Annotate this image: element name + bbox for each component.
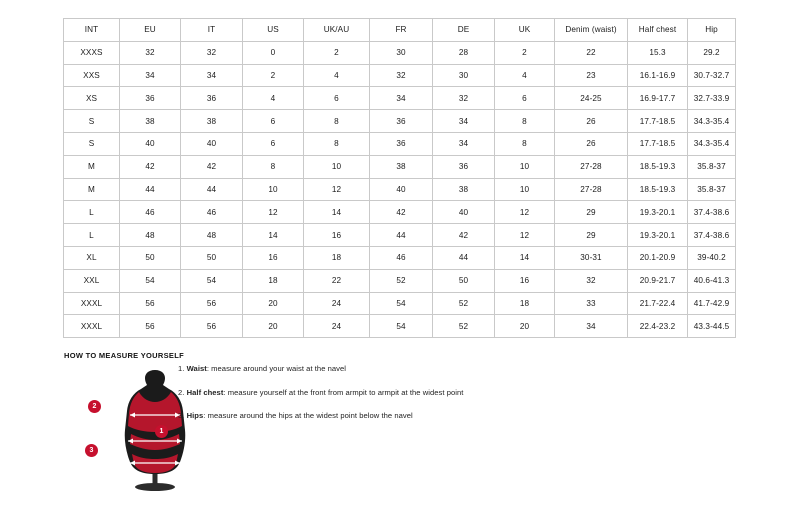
- table-cell: 10: [304, 155, 370, 178]
- table-cell: 29: [555, 201, 628, 224]
- table-cell: 41.7-42.9: [688, 292, 736, 315]
- table-cell: 12: [495, 224, 555, 247]
- table-cell: S: [64, 110, 120, 133]
- table-cell: 40: [181, 132, 243, 155]
- table-cell: 6: [495, 87, 555, 110]
- table-cell: 8: [243, 155, 304, 178]
- table-cell: 34: [433, 132, 495, 155]
- table-cell: 44: [433, 246, 495, 269]
- table-cell: 18.5-19.3: [628, 155, 688, 178]
- table-cell: 22.4-23.2: [628, 315, 688, 338]
- table-cell: 10: [243, 178, 304, 201]
- table-cell: 36: [433, 155, 495, 178]
- instruction-number: 3.: [178, 411, 185, 420]
- table-cell: 52: [370, 269, 433, 292]
- table-column-header: Denim (waist): [555, 19, 628, 42]
- table-cell: 34: [555, 315, 628, 338]
- table-column-header: INT: [64, 19, 120, 42]
- table-cell: 10: [495, 178, 555, 201]
- table-cell: 36: [370, 132, 433, 155]
- table-cell: 50: [181, 246, 243, 269]
- how-to-measure-title: HOW TO MEASURE YOURSELF: [64, 351, 184, 360]
- table-column-header: UK: [495, 19, 555, 42]
- table-row: [64, 41, 736, 64]
- table-cell: 22: [304, 269, 370, 292]
- table-cell: 0: [243, 41, 304, 64]
- table-cell: 36: [181, 87, 243, 110]
- table-cell: 56: [120, 292, 181, 315]
- measure-instruction-item: [178, 387, 598, 398]
- table-cell: XS: [64, 87, 120, 110]
- table-cell: 24: [304, 315, 370, 338]
- table-cell: 2: [304, 41, 370, 64]
- table-cell: 19.3-20.1: [628, 224, 688, 247]
- table-cell: 54: [370, 292, 433, 315]
- table-cell: 6: [304, 87, 370, 110]
- table-cell: 43.3-44.5: [688, 315, 736, 338]
- instruction-number: 1.: [178, 364, 185, 373]
- table-cell: 44: [370, 224, 433, 247]
- table-cell: 38: [181, 110, 243, 133]
- table-cell: 17.7-18.5: [628, 132, 688, 155]
- table-cell: 12: [304, 178, 370, 201]
- table-cell: 52: [433, 292, 495, 315]
- table-cell: 34: [370, 87, 433, 110]
- table-cell: XXXL: [64, 292, 120, 315]
- table-cell: 42: [120, 155, 181, 178]
- table-cell: 44: [181, 178, 243, 201]
- table-cell: 18: [304, 246, 370, 269]
- table-cell: 54: [120, 269, 181, 292]
- table-column-header: UK/AU: [304, 19, 370, 42]
- marker-hips: 3: [85, 444, 98, 457]
- table-cell: 32: [370, 64, 433, 87]
- table-cell: 30-31: [555, 246, 628, 269]
- instruction-term: Hips: [186, 411, 204, 420]
- table-row: [64, 155, 736, 178]
- table-cell: 16: [495, 269, 555, 292]
- table-cell: 38: [120, 110, 181, 133]
- table-cell: 26: [555, 132, 628, 155]
- table-cell: 30: [370, 41, 433, 64]
- table-cell: 16.9-17.7: [628, 87, 688, 110]
- table-cell: 30: [433, 64, 495, 87]
- instruction-text: : measure yourself at the front from armpit to armpit at the widest point: [223, 387, 464, 397]
- table-cell: 52: [433, 315, 495, 338]
- table-cell: 36: [370, 110, 433, 133]
- instruction-number: 2.: [178, 387, 185, 397]
- table-cell: M: [64, 155, 120, 178]
- table-cell: 38: [370, 155, 433, 178]
- table-row: [64, 110, 736, 133]
- table-cell: 28: [433, 41, 495, 64]
- table-row: [64, 64, 736, 87]
- table-cell: 42: [181, 155, 243, 178]
- table-cell: 38: [433, 178, 495, 201]
- table-cell: 16: [304, 224, 370, 247]
- table-cell: 16.1-16.9: [628, 64, 688, 87]
- table-cell: 20: [495, 315, 555, 338]
- table-cell: 34.3-35.4: [688, 110, 736, 133]
- table-cell: 22: [555, 41, 628, 64]
- table-cell: 4: [243, 87, 304, 110]
- table-cell: 27-28: [555, 178, 628, 201]
- table-column-header: DE: [433, 19, 495, 42]
- table-cell: 26: [555, 110, 628, 133]
- table-cell: S: [64, 132, 120, 155]
- table-cell: XXXL: [64, 315, 120, 338]
- table-row: [64, 224, 736, 247]
- table-cell: 29.2: [688, 41, 736, 64]
- size-chart-table: [63, 18, 736, 338]
- marker-waist: 1: [155, 425, 168, 438]
- table-cell: 16: [243, 246, 304, 269]
- table-cell: 10: [495, 155, 555, 178]
- table-cell: 34: [433, 110, 495, 133]
- table-header-row: [64, 19, 736, 42]
- table-cell: 14: [304, 201, 370, 224]
- table-cell: 50: [433, 269, 495, 292]
- table-cell: L: [64, 201, 120, 224]
- table-cell: 18: [495, 292, 555, 315]
- table-cell: 2: [495, 41, 555, 64]
- table-cell: 42: [433, 224, 495, 247]
- table-cell: 30.7-32.7: [688, 64, 736, 87]
- measure-instruction-item: [178, 363, 598, 374]
- table-row: [64, 292, 736, 315]
- table-cell: 34: [120, 64, 181, 87]
- table-row: [64, 315, 736, 338]
- marker-half-chest: 2: [88, 400, 101, 413]
- table-cell: 29: [555, 224, 628, 247]
- table-row: [64, 246, 736, 269]
- table-cell: 18.5-19.3: [628, 178, 688, 201]
- table-cell: 8: [495, 110, 555, 133]
- table-cell: 6: [243, 132, 304, 155]
- table-cell: 34.3-35.4: [688, 132, 736, 155]
- table-column-header: IT: [181, 19, 243, 42]
- table-cell: 54: [370, 315, 433, 338]
- instruction-term: Half chest: [186, 387, 224, 397]
- table-cell: 17.7-18.5: [628, 110, 688, 133]
- table-cell: 19.3-20.1: [628, 201, 688, 224]
- table-cell: 36: [120, 87, 181, 110]
- table-cell: 37.4-38.6: [688, 224, 736, 247]
- table-cell: 27-28: [555, 155, 628, 178]
- table-cell: 44: [120, 178, 181, 201]
- table-cell: 2: [243, 64, 304, 87]
- table-cell: 50: [120, 246, 181, 269]
- table-cell: 32: [555, 269, 628, 292]
- table-cell: 34: [181, 64, 243, 87]
- table-cell: 15.3: [628, 41, 688, 64]
- table-cell: 40: [120, 132, 181, 155]
- table-cell: 39-40.2: [688, 246, 736, 269]
- table-cell: 20: [243, 292, 304, 315]
- table-cell: 14: [243, 224, 304, 247]
- instruction-term: Waist: [186, 364, 207, 373]
- table-cell: XXXS: [64, 41, 120, 64]
- table-cell: L: [64, 224, 120, 247]
- table-cell: 4: [495, 64, 555, 87]
- table-row: [64, 269, 736, 292]
- size-chart-table-wrapper: [63, 18, 735, 338]
- table-row: [64, 178, 736, 201]
- table-column-header: Half chest: [628, 19, 688, 42]
- table-cell: 8: [495, 132, 555, 155]
- table-column-header: Hip: [688, 19, 736, 42]
- table-cell: 33: [555, 292, 628, 315]
- table-cell: 35.8-37: [688, 155, 736, 178]
- table-cell: 6: [243, 110, 304, 133]
- table-column-header: FR: [370, 19, 433, 42]
- table-cell: 56: [181, 315, 243, 338]
- table-cell: 40.6-41.3: [688, 269, 736, 292]
- table-cell: M: [64, 178, 120, 201]
- table-cell: 56: [120, 315, 181, 338]
- table-cell: 46: [370, 246, 433, 269]
- table-cell: 14: [495, 246, 555, 269]
- table-cell: 23: [555, 64, 628, 87]
- table-column-header: EU: [120, 19, 181, 42]
- table-cell: 32: [433, 87, 495, 110]
- table-cell: 46: [120, 201, 181, 224]
- measure-instructions: [178, 363, 598, 434]
- table-cell: 40: [370, 178, 433, 201]
- table-cell: 46: [181, 201, 243, 224]
- instruction-text: : measure around your waist at the navel: [206, 364, 347, 373]
- table-cell: 8: [304, 132, 370, 155]
- measure-instruction-item: [178, 410, 598, 421]
- table-cell: 40: [433, 201, 495, 224]
- table-cell: 48: [120, 224, 181, 247]
- table-cell: 18: [243, 269, 304, 292]
- table-cell: XL: [64, 246, 120, 269]
- table-cell: 35.8-37: [688, 178, 736, 201]
- table-cell: 20: [243, 315, 304, 338]
- table-cell: 37.4-38.6: [688, 201, 736, 224]
- table-column-header: US: [243, 19, 304, 42]
- instruction-text: : measure around the hips at the widest point below the navel: [203, 411, 413, 420]
- table-cell: 20.1-20.9: [628, 246, 688, 269]
- table-cell: 24-25: [555, 87, 628, 110]
- table-cell: 8: [304, 110, 370, 133]
- table-cell: 21.7-22.4: [628, 292, 688, 315]
- table-cell: 56: [181, 292, 243, 315]
- table-row: [64, 201, 736, 224]
- table-cell: XXS: [64, 64, 120, 87]
- table-cell: 24: [304, 292, 370, 315]
- table-row: [64, 132, 736, 155]
- table-cell: 32.7-33.9: [688, 87, 736, 110]
- table-cell: 4: [304, 64, 370, 87]
- table-cell: 54: [181, 269, 243, 292]
- table-cell: 32: [120, 41, 181, 64]
- table-cell: 48: [181, 224, 243, 247]
- table-cell: 42: [370, 201, 433, 224]
- table-cell: 12: [243, 201, 304, 224]
- table-cell: 12: [495, 201, 555, 224]
- table-row: [64, 87, 736, 110]
- table-cell: XXL: [64, 269, 120, 292]
- table-cell: 20.9-21.7: [628, 269, 688, 292]
- table-cell: 32: [181, 41, 243, 64]
